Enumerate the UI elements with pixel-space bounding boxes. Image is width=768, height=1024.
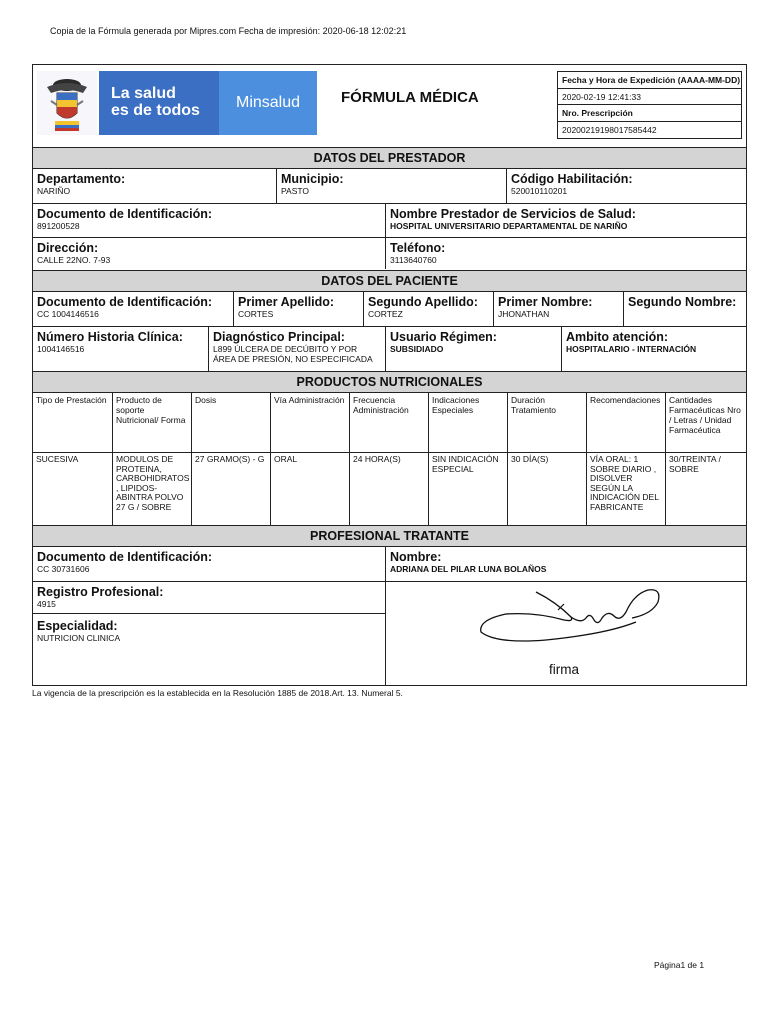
municipio-label: Municipio: [281, 172, 344, 186]
table-cell-dosis: 27 GRAMO(S) - G [191, 452, 270, 525]
print-header: Copia de la Fórmula generada por Mipres.com Fecha de impresión: 2020-06-18 12:02:21 [50, 26, 407, 36]
ambito-value: HOSPITALARIO - INTERNACIÓN [566, 344, 697, 354]
paciente-segundo-nombre [623, 292, 746, 326]
signature-box [385, 581, 746, 685]
brand-slogan [99, 71, 219, 135]
prestador-telefono [385, 237, 746, 269]
col-header-tipo: Tipo de Prestación [36, 395, 107, 405]
diagnostico-value: L899 ÚLCERA DE DECÚBITO Y POR ÁREA DE PRESIÓN, NO ESPECIFICADA [213, 344, 373, 364]
col-header-indicaciones: Indicaciones Especiales [428, 393, 507, 452]
col-header-dosis: Dosis [191, 393, 270, 452]
prescription-meta [557, 71, 742, 139]
profesional-documento [33, 547, 385, 581]
paciente-primer-apellido [233, 292, 363, 326]
prescription-number-label: Nro. Prescripción [558, 105, 741, 122]
paciente-primer-nombre [493, 292, 623, 326]
profesional-doc-value: CC 30731606 [37, 564, 90, 574]
diagnostico-label: Diagnóstico Principal: [213, 330, 345, 344]
col-header-producto: Producto de soporte Nutricional/ Forma [112, 393, 191, 452]
prestador-doc-value: 891200528 [37, 221, 80, 231]
prestador-documento [33, 203, 385, 237]
paciente-documento [33, 292, 233, 326]
regimen-label: Usuario Régimen: [390, 330, 497, 344]
paciente-doc-label: Documento de Identificación: [37, 295, 213, 309]
formula-form [32, 64, 747, 686]
signature-drawing [386, 582, 747, 666]
direccion-value: CALLE 22NO. 7-93 [37, 255, 111, 265]
segundo-apellido-value: CORTEZ [368, 309, 403, 319]
paciente-regimen [385, 326, 561, 371]
especialidad-label: Especialidad: [37, 619, 118, 633]
prestador-codigo [506, 169, 746, 203]
paciente-ambito [561, 326, 746, 371]
table-cell-cantidades: 30/TREINTA / SOBRE [665, 452, 746, 525]
primer-nombre-value: JHONATHAN [498, 309, 550, 319]
primer-apellido-value: CORTES [238, 309, 274, 319]
issue-date-label: Fecha y Hora de Expedición (AAAA-MM-DD) [558, 72, 741, 89]
brand-line-2: es de todos [111, 102, 200, 119]
section-paciente: DATOS DEL PACIENTE [33, 270, 746, 292]
paciente-historia [33, 326, 208, 371]
page-title: FÓRMULA MÉDICA [341, 89, 479, 106]
telefono-label: Teléfono: [390, 241, 446, 255]
prestador-nombre [385, 203, 746, 237]
paciente-doc-value: CC 1004146516 [37, 309, 99, 319]
brand-block [37, 71, 317, 135]
primer-apellido-label: Primer Apellido: [238, 295, 335, 309]
table-cell-tipo: SUCESIVA [33, 452, 112, 525]
prescription-number-value: 20200219198017585442 [562, 124, 657, 135]
profesional-nombre [385, 547, 746, 581]
col-header-cantidades: Cantidades Farmacéuticas Nro / Letras / Unidad Farmacéutica [665, 393, 746, 452]
col-header-duracion: Duración Tratamiento [507, 393, 586, 452]
registro-label: Registro Profesional: [37, 585, 164, 599]
table-cell-producto: MODULOS DE PROTEINA, CARBOHIDRATOS , LIPIDOS-ABINTRA POLVO 27 G / SOBRE [112, 452, 191, 525]
prestador-nombre-label: Nombre Prestador de Servicios de Salud: [390, 207, 636, 221]
section-productos: PRODUCTOS NUTRICIONALES [33, 371, 746, 393]
prestador-nombre-value: HOSPITAL UNIVERSITARIO DEPARTAMENTAL DE NARIÑO [390, 221, 628, 231]
section-prestador: DATOS DEL PRESTADOR [33, 147, 746, 169]
table-cell-duracion: 30 DÍA(S) [507, 452, 586, 525]
issue-date-value: 2020-02-19 12:41:33 [558, 89, 741, 106]
brand-line-1: La salud [111, 85, 176, 102]
table-cell-via: ORAL [270, 452, 349, 525]
segundo-apellido-label: Segundo Apellido: [368, 295, 478, 309]
prestador-doc-label: Documento de Identificación: [37, 207, 213, 221]
codigo-value: 520010110201 [511, 186, 568, 196]
registro-value: 4915 [37, 599, 56, 609]
col-header-recomendaciones: Recomendaciones [586, 393, 665, 452]
direccion-label: Dirección: [37, 241, 99, 255]
minsalud-logo: Minsalud [219, 71, 317, 135]
regimen-value: SUBSIDIADO [390, 344, 444, 354]
departamento-label: Departamento: [37, 172, 126, 186]
table-cell-indicaciones: SIN INDICACIÓN ESPECIAL [428, 452, 507, 525]
historia-value: 1004146516 [37, 344, 85, 354]
prestador-direccion [33, 237, 385, 269]
prestador-municipio [276, 169, 506, 203]
table-cell-recomendaciones: VÍA ORAL: 1 SOBRE DIARIO , DISOLVER SEGÚN LA INDICACIÓN DEL FABRICANTE [586, 452, 665, 525]
col-header-frecuencia: Frecuencia Administración [349, 393, 428, 452]
profesional-doc-label: Documento de Identificación: [37, 550, 213, 564]
especialidad-value: NUTRICION CLINICA [37, 633, 121, 643]
section-profesional: PROFESIONAL TRATANTE [33, 525, 746, 547]
page-number: Página1 de 1 [654, 960, 705, 970]
profesional-nombre-value: ADRIANA DEL PILAR LUNA BOLAÑOS [390, 564, 547, 574]
codigo-label: Código Habilitación: [511, 172, 633, 186]
paciente-segundo-apellido [363, 292, 493, 326]
table-cell-frecuencia: 24 HORA(S) [349, 452, 428, 525]
segundo-nombre-label: Segundo Nombre: [628, 295, 737, 309]
telefono-value: 3113640760 [390, 255, 437, 265]
profesional-registro-especialidad [33, 581, 385, 685]
primer-nombre-label: Primer Nombre: [498, 295, 593, 309]
divider [33, 613, 385, 614]
departamento-value: NARIÑO [37, 186, 71, 196]
firma-label: firma [549, 662, 579, 677]
municipio-value: PASTO [281, 186, 310, 196]
prestador-departamento [33, 169, 276, 203]
paciente-diagnostico [208, 326, 385, 371]
colombia-coat-of-arms-icon [37, 71, 97, 135]
profesional-nombre-label: Nombre: [390, 550, 442, 564]
ambito-label: Ambito atención: [566, 330, 669, 344]
historia-label: Número Historia Clínica: [37, 330, 183, 344]
vigencia-note: La vigencia de la prescripción es la establecida en la Resolución 1885 de 2018.Art. 13. Numeral 5. [32, 688, 403, 698]
col-header-via: Vía Administración [270, 393, 349, 452]
